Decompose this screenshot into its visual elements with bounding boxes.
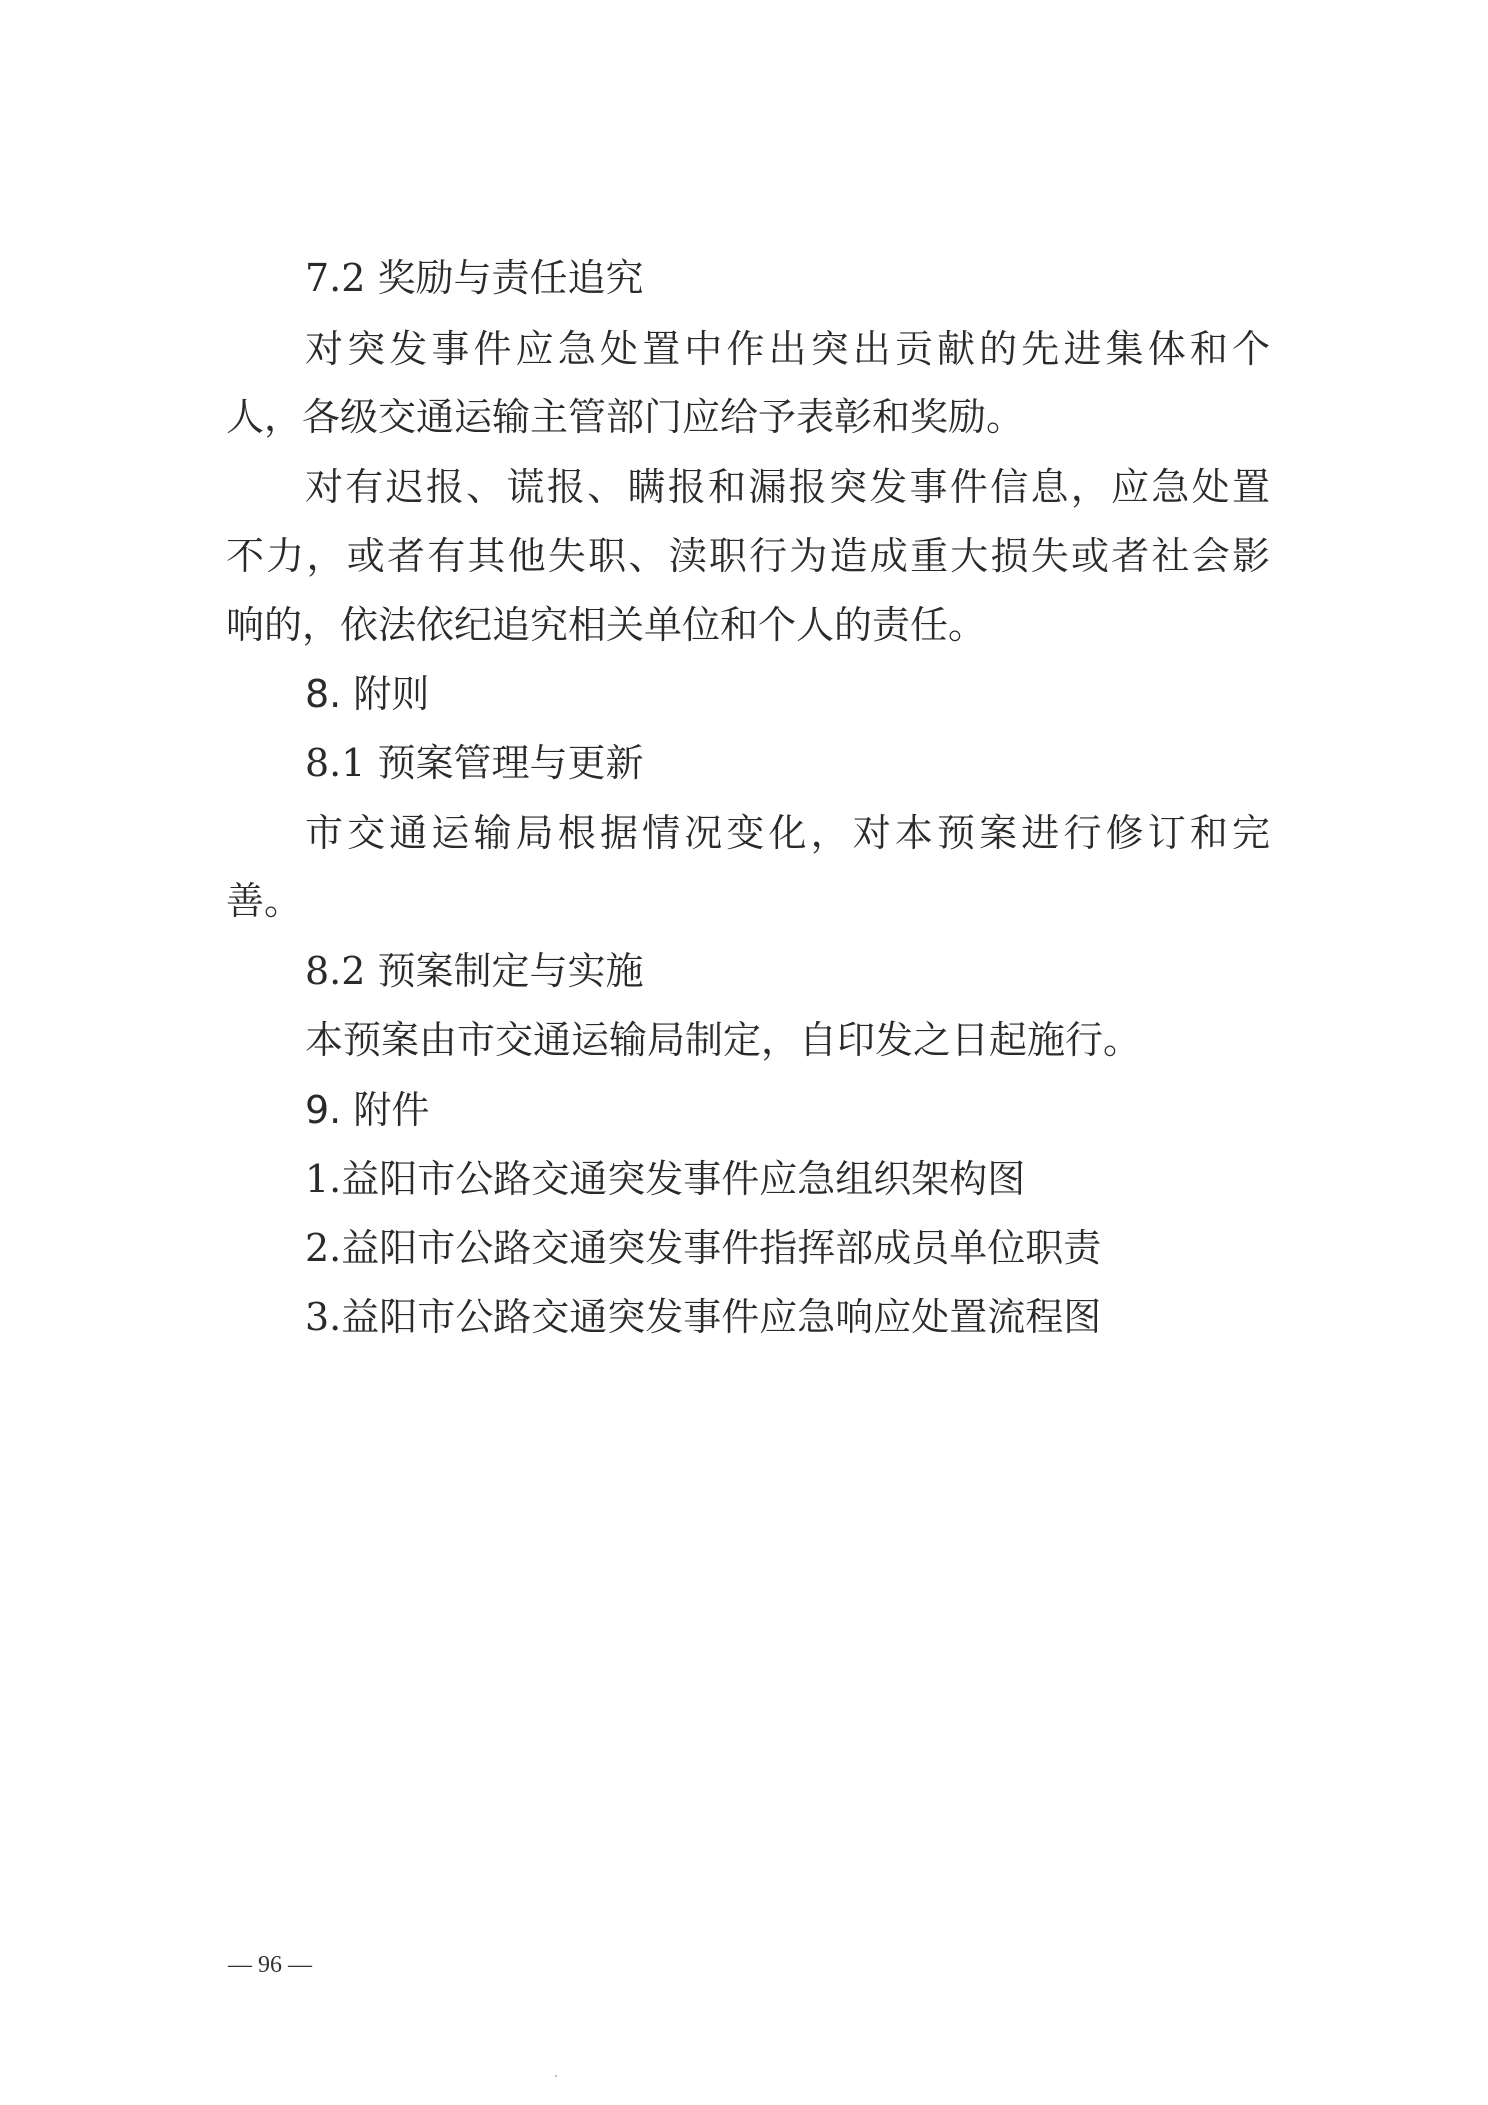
scan-speck: [555, 2075, 557, 2077]
paragraph-implement-line-1: 本预案由市交通运输局制定，自印发之日起施行。: [305, 1018, 1142, 1062]
paragraph-liability-line-3: 响的，依法依纪追究相关单位和个人的责任。: [226, 603, 987, 647]
section-8-2-heading: 8.2 预案制定与实施: [305, 949, 644, 993]
section-8-heading: 8. 附则: [305, 672, 430, 716]
attachment-item-1: 1.益阳市公路交通突发事件应急组织架构图: [305, 1157, 1026, 1201]
paragraph-update-line-2: 善。: [226, 879, 303, 923]
paragraph-liability-line-2: 不力，或者有其他失职、渎职行为造成重大损失或者社会影: [226, 534, 1270, 578]
section-9-heading: 9. 附件: [305, 1088, 430, 1132]
page-number: — 96 —: [228, 1952, 312, 1978]
paragraph-liability-line-1: 对有迟报、谎报、瞒报和漏报突发事件信息，应急处置: [305, 465, 1270, 509]
section-8-1-heading: 8.1 预案管理与更新: [305, 741, 644, 785]
attachment-item-2: 2.益阳市公路交通突发事件指挥部成员单位职责: [305, 1226, 1102, 1270]
paragraph-reward-line-1: 对突发事件应急处置中作出突出贡献的先进集体和个: [305, 327, 1270, 371]
section-7-2-heading: 7.2 奖励与责任追究: [305, 256, 644, 300]
paragraph-reward-line-2: 人，各级交通运输主管部门应给予表彰和奖励。: [226, 395, 1025, 439]
paragraph-update-line-1: 市交通运输局根据情况变化，对本预案进行修订和完: [305, 811, 1270, 855]
attachment-item-3: 3.益阳市公路交通突发事件应急响应处置流程图: [305, 1295, 1102, 1339]
